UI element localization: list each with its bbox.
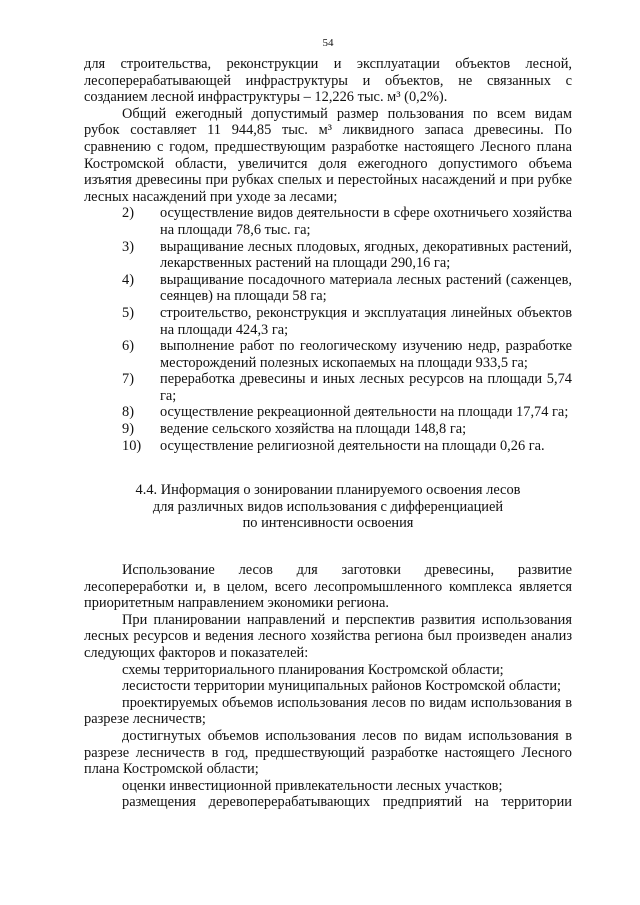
paragraph: размещения деревоперерабатывающих предприятий на территории	[122, 794, 572, 811]
page-number: 54	[322, 37, 334, 49]
paragraph: схемы территориального планирования Костромской области;	[122, 661, 504, 678]
list-item-text: переработка древесины и иных лесных ресурсов на площади 5,74 га;	[160, 371, 572, 404]
paragraph: для строительства, реконструкции и эксплуатации объектов лесной, лесоперерабатывающей инфраструктуры и объектов, не связанных с созданием лесной инфраструктуры – 12,226 тыс. м³ (0,2%).	[84, 56, 572, 106]
section-heading-line: для различных видов использования с дифференциацией	[152, 498, 504, 515]
list-item-text: выращивание лесных плодовых, ягодных, декоративных растений, лекарственных растений на площади 290,16 га;	[160, 238, 572, 272]
list-item-text: ведение сельского хозяйства на площади 148,8 га;	[160, 421, 467, 438]
list-item-number: 4)	[122, 271, 134, 288]
list-item	[84, 438, 572, 455]
list-item	[84, 205, 572, 238]
list-item-number: 10)	[122, 437, 142, 454]
paragraph: лесистости территории муниципальных районов Костромской области;	[122, 678, 562, 695]
section-heading	[84, 482, 572, 532]
list-item	[84, 338, 572, 371]
paragraph: оценки инвестиционной привлекательности лесных участков;	[122, 777, 503, 794]
list-item-number: 8)	[122, 404, 134, 421]
list-item-text: осуществление религиозной деятельности на площади 0,26 га.	[160, 437, 545, 454]
list-item-text: строительство, реконструкция и эксплуатация линейных объектов на площади 424,3 га;	[160, 304, 572, 338]
list-item-text: выращивание посадочного материала лесных растений (саженцев, сеянцев) на площади 58 га;	[160, 271, 572, 305]
list-item	[84, 239, 572, 272]
list-item	[84, 421, 572, 438]
list-item	[84, 371, 572, 404]
list-item-number: 6)	[122, 338, 134, 355]
list-item	[84, 305, 572, 338]
list-item-text: выполнение работ по геологическому изучению недр, разработке месторождений полезных ископаемых на площади 933,5 га;	[160, 338, 572, 371]
section-heading-line: 4.4. Информация о зонировании планируемого освоения лесов	[135, 482, 521, 499]
list-item	[84, 272, 572, 305]
list-item-number: 2)	[122, 205, 134, 222]
list-item	[84, 404, 572, 421]
list-item-text: осуществление рекреационной деятельности на площади 17,74 га;	[160, 404, 569, 421]
paragraph: Использование лесов для заготовки древесины, развитие лесопереработки и, в целом, всего лесопромышленного комплекса является приоритетным направлением экономики региона.	[84, 562, 572, 612]
list-item-text: осуществление видов деятельности в сфере охотничьего хозяйства на площади 78,6 тыс. га;	[160, 205, 572, 238]
paragraph: Общий ежегодный допустимый размер пользования по всем видам рубок составляет 11 944,85 тыс. м³ ликвидного запаса древесины. По сравнению с годом, предшествующим разработке настоящего Лесного плана Костромской области, увеличится доля ежегодного допустимого объема изъятия древесины при рубках спелых и перестойных насаждений и при рубке лесных насаждений при уходе за лесами;	[84, 105, 572, 205]
paragraph: При планировании направлений и перспектив развития использования лесных ресурсов и ведения лесного хозяйства региона был произведен анализ следующих факторов и показателей:	[84, 611, 572, 661]
list-item-number: 3)	[122, 238, 134, 255]
list-item-number: 7)	[122, 371, 134, 388]
list-item-number: 9)	[122, 421, 134, 438]
paragraph: достигнутых объемов использования лесов по видам использования в разрезе лесничеств в год, предшествующий разработке настоящего Лесного плана Костромской области;	[84, 727, 572, 778]
section-heading-line: по интенсивности освоения	[242, 515, 414, 532]
list-item-number: 5)	[122, 304, 134, 321]
paragraph: проектируемых объемов использования лесов по видам использования в разрезе лесничеств;	[84, 694, 572, 728]
